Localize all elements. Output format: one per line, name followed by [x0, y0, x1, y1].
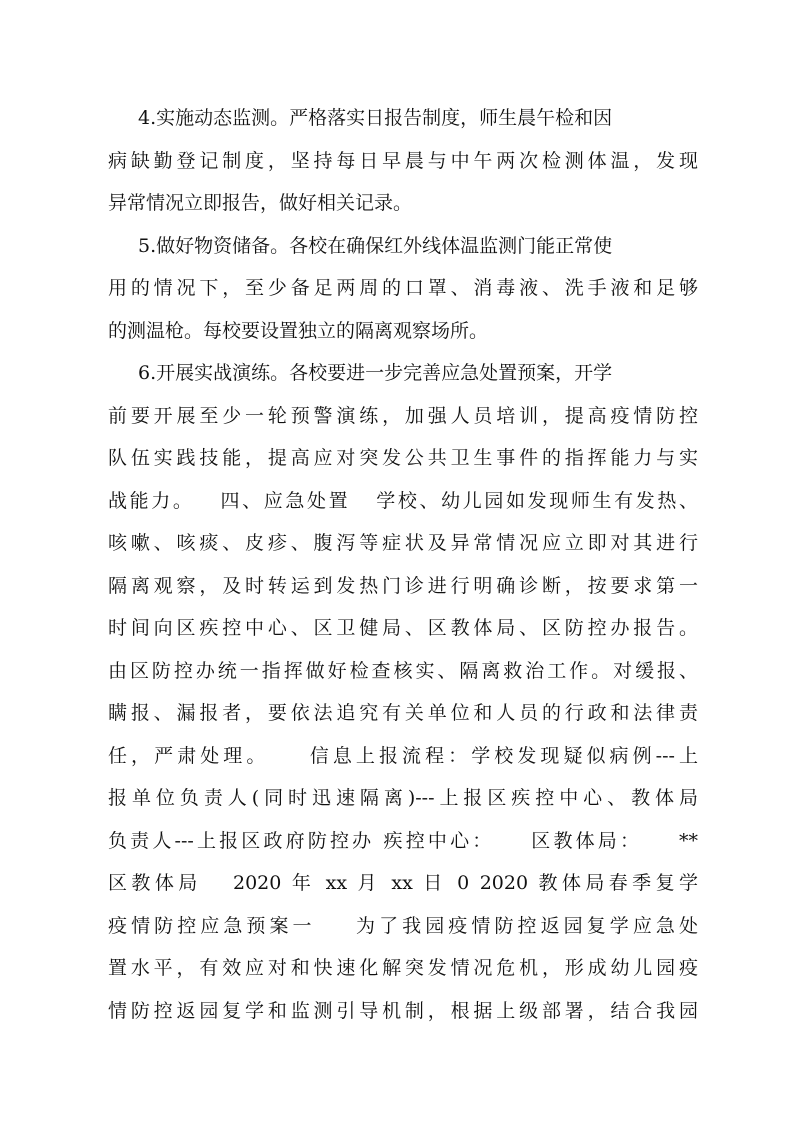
text-line: 任，严肃处理。 信息上报流程：学校发现疑似病例---上: [108, 744, 698, 767]
text-line: 负责人---上报区政府防控办 疾控中心： 区教体局： **: [108, 829, 698, 852]
text-line: 置水平，有效应对和快速化解突发情况危机，形成幼儿园疫: [108, 957, 698, 979]
text-line: 疫情防控应急预案一 为了我园疫情防控返园复学应急处: [108, 914, 698, 937]
text-line: 病缺勤登记制度，坚持每日早晨与中午两次检测体温，发现: [108, 149, 698, 172]
text-line: 报单位负责人(同时迅速隔离)---上报区疾控中心、教体局: [108, 787, 698, 809]
text-line: 咳嗽、咳痰、皮疹、腹泻等症状及异常情况应立即对其进行: [108, 532, 698, 554]
text-line: 瞒报、漏报者，要依法追究有关单位和人员的行政和法律责: [108, 702, 698, 724]
text-line: 由区防控办统一指挥做好检查核实、隔离救治工作。对缓报、: [108, 659, 698, 682]
text-line: 用的情况下，至少备足两周的口罩、消毒液、洗手液和足够: [108, 277, 698, 299]
text-line: 队伍实践技能，提高应对突发公共卫生事件的指挥能力与实: [108, 447, 698, 469]
text-line: 战能力。 四、应急处置 学校、幼儿园如发现师生有发热、: [108, 489, 698, 512]
text-line: 时间向区疾控中心、区卫健局、区教体局、区防控办报告。: [108, 617, 698, 639]
text-line: 前要开展至少一轮预警演练，加强人员培训，提高疫情防控: [108, 404, 698, 427]
text-line: 4.实施动态监测。严格落实日报告制度，师生晨午检和因: [138, 107, 613, 129]
text-line: 隔离观察，及时转运到发热门诊进行明确诊断，按要求第一: [108, 574, 698, 597]
document-body: [108, 97, 698, 1032]
text-line: 的测温枪。每校要设置独立的隔离观察场所。: [108, 319, 489, 342]
text-line: 5.做好物资储备。各校在确保红外线体温监测门能正常使: [138, 234, 613, 257]
text-line: 区教体局 2020 年 xx 月 xx 日 0 2020 教体局春季复学: [108, 872, 698, 894]
text-line: 情防控返园复学和监测引导机制，根据上级部署，结合我园: [108, 999, 698, 1022]
text-line: 6.开展实战演练。各校要进一步完善应急处置预案，开学: [138, 362, 613, 384]
text-line: 异常情况立即报告，做好相关记录。: [108, 192, 413, 214]
